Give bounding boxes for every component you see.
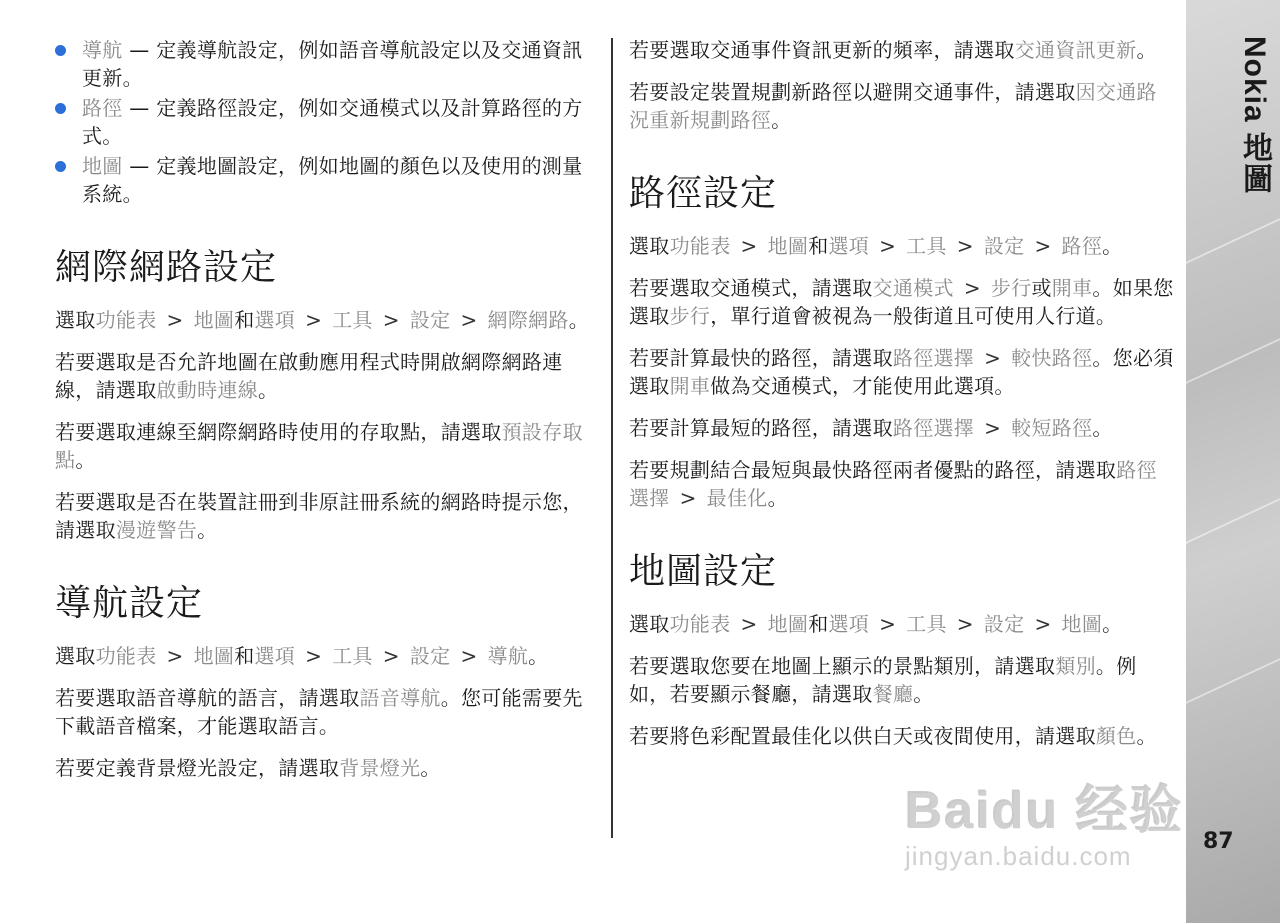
list-item: 路徑 — 定義路徑設定，例如交通模式以及計算路徑的方式。 — [55, 94, 600, 150]
paragraph: 若要計算最快的路徑，請選取路徑選擇 > 較快路徑。您必須選取開車做為交通模式，才能使用此選項。 — [629, 346, 1174, 398]
column-divider — [611, 38, 613, 838]
paragraph: 若要計算最短的路徑，請選取路徑選擇 > 較短路徑。 — [629, 416, 1113, 440]
paragraph: 若要設定裝置規劃新路徑以避開交通事件，請選取因交通路況重新規劃路徑。 — [629, 80, 1157, 132]
paragraph: 若要將色彩配置最佳化以供白天或夜間使用，請選取顏色。 — [629, 724, 1157, 748]
paragraph: 若要選取連線至網際網路時使用的存取點，請選取預設存取點。 — [55, 420, 583, 472]
section-heading-route: 路徑設定 — [629, 173, 778, 214]
paragraph: 若要選取您要在地圖上顯示的景點類別，請選取類別。例如，若要顯示餐廳，請選取餐廳。 — [629, 654, 1137, 706]
paragraph: 若要選取是否允許地圖在啟動應用程式時開啟網際網路連線，請選取啟動時連線。 — [55, 350, 563, 402]
left-column — [55, 36, 600, 796]
bullet-icon — [55, 45, 66, 56]
menu-path: 選取功能表 > 地圖和選項 > 工具 > 設定 > 路徑。 — [629, 234, 1123, 258]
page-number: 87 — [1203, 829, 1234, 854]
bullet-icon — [55, 161, 66, 172]
bullet-icon — [55, 103, 66, 114]
menu-path: 選取功能表 > 地圖和選項 > 工具 > 設定 > 導航。 — [55, 644, 549, 668]
section-heading-internet: 網際網路設定 — [55, 247, 278, 288]
paragraph: 若要選取交通模式，請選取交通模式 > 步行或開車。如果您選取步行，單行道會被視為一般街道且可使用人行道。 — [629, 276, 1174, 328]
list-item: 地圖 — 定義地圖設定，例如地圖的顏色以及使用的測量系統。 — [55, 152, 600, 208]
chapter-title: Nokia 地圖 — [1238, 36, 1271, 195]
list-item: 導航 — 定義導航設定，例如語音導航設定以及交通資訊更新。 — [55, 36, 600, 92]
baidu-watermark: Baidu 经验 jingyan.baidu.com — [905, 782, 1184, 871]
paragraph: 若要定義背景燈光設定，請選取背景燈光。 — [55, 756, 441, 780]
paragraph: 若要規劃結合最短與最快路徑兩者優點的路徑，請選取路徑選擇 > 最佳化。 — [629, 458, 1157, 510]
settings-bullet-list — [55, 36, 600, 208]
section-heading-map: 地圖設定 — [629, 551, 778, 592]
menu-path: 選取功能表 > 地圖和選項 > 工具 > 設定 > 網際網路。 — [55, 308, 590, 332]
paragraph: 若要選取語音導航的語言，請選取語音導航。您可能需要先下載語音檔案，才能選取語言。 — [55, 686, 583, 738]
paragraph: 若要選取交通事件資訊更新的頻率，請選取交通資訊更新。 — [629, 38, 1157, 62]
section-heading-navigation: 導航設定 — [55, 583, 204, 624]
right-column — [629, 36, 1174, 764]
menu-path: 選取功能表 > 地圖和選項 > 工具 > 設定 > 地圖。 — [629, 612, 1123, 636]
paragraph: 若要選取是否在裝置註冊到非原註冊系統的網路時提示您，請選取漫遊警告。 — [55, 490, 583, 542]
